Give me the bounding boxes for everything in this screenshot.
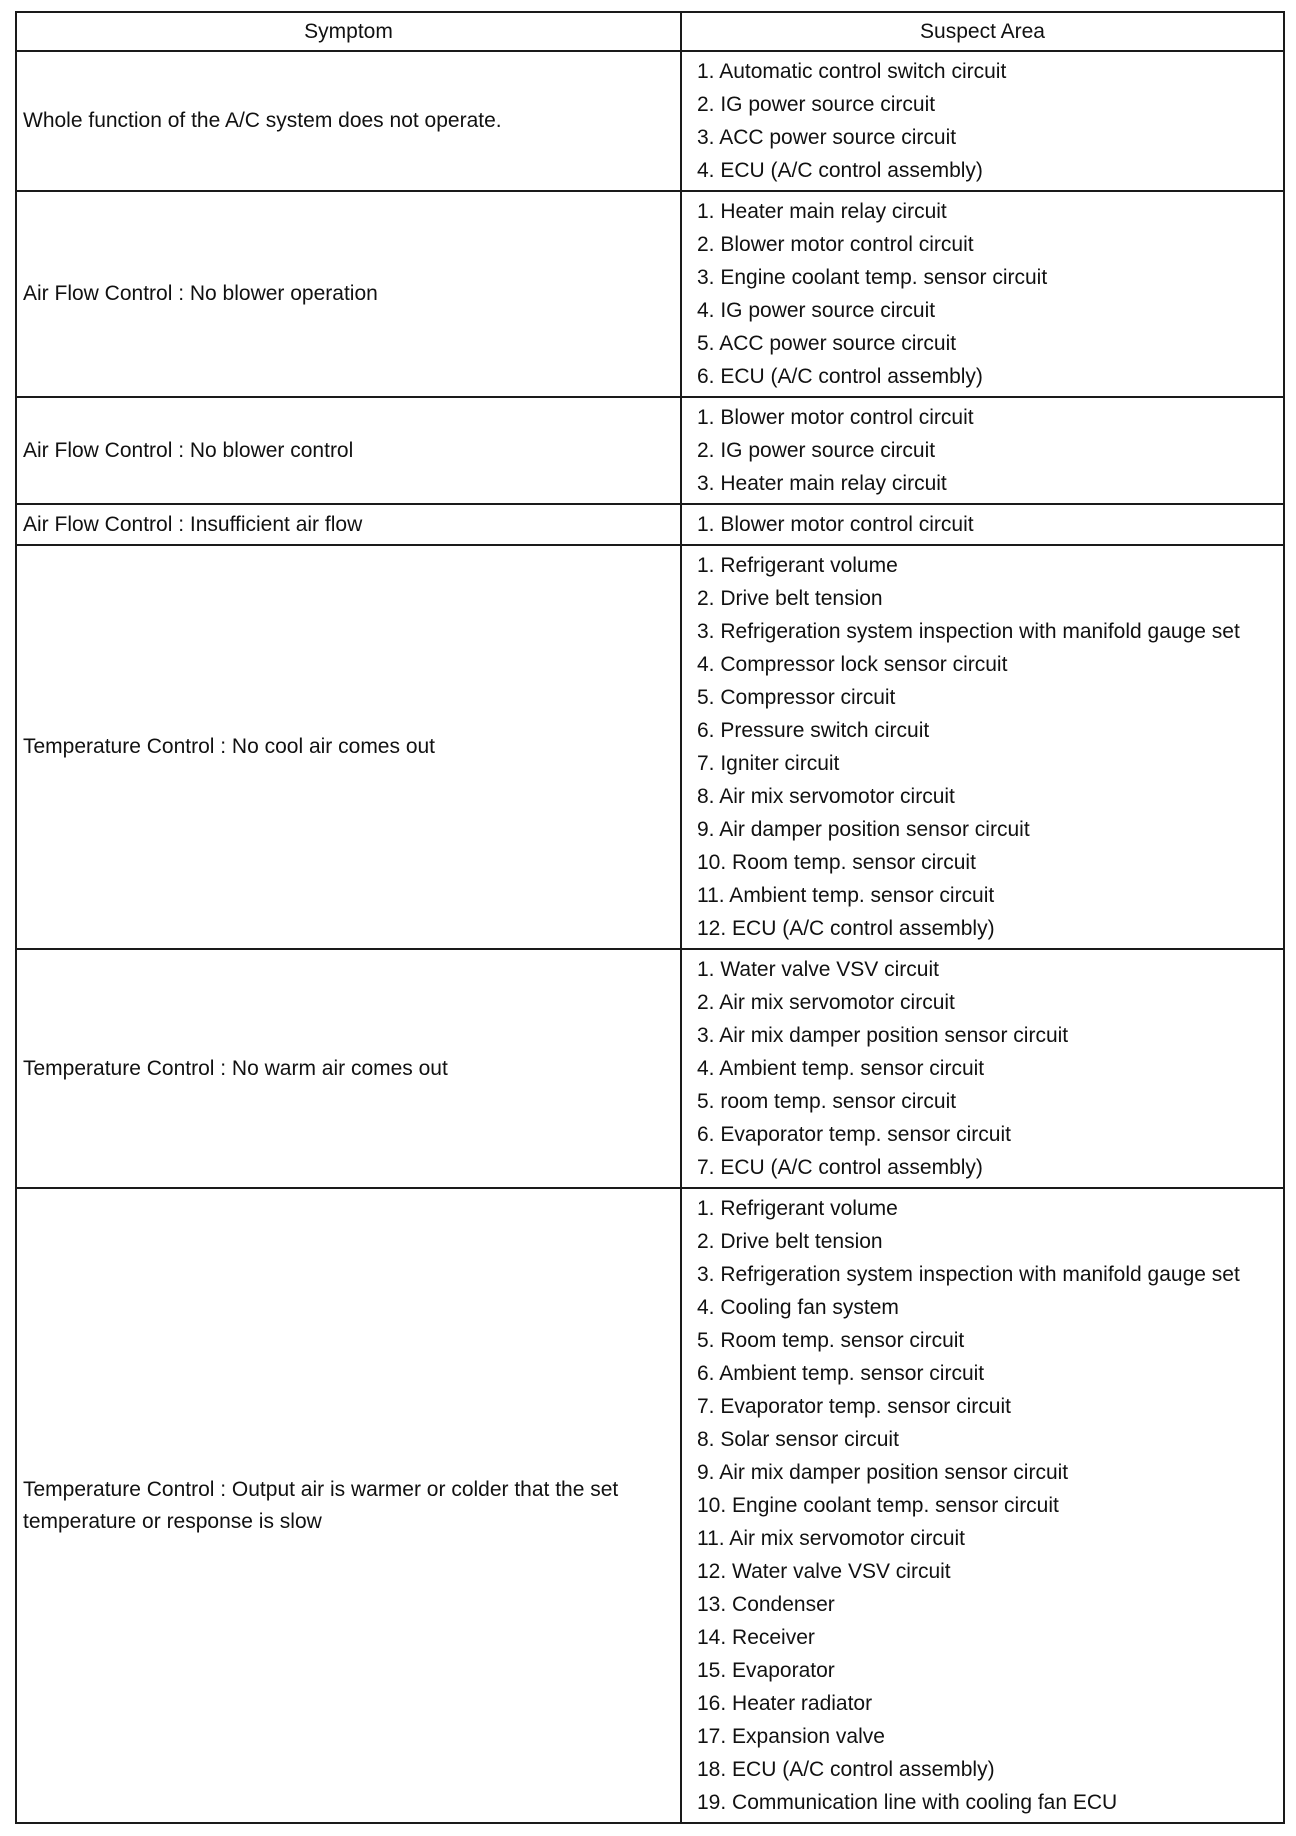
- suspect-area-item: 3. Refrigeration system inspection with manifold gauge set: [697, 620, 1240, 643]
- table-header: [16, 12, 1284, 51]
- suspect-area-item: 4. IG power source circuit: [697, 299, 936, 322]
- suspect-area-cell: [681, 949, 1284, 1188]
- suspect-area-item: 3. ACC power source circuit: [697, 126, 957, 149]
- suspect-area-item: 12. Water valve VSV circuit: [697, 1560, 951, 1583]
- suspect-area-item: 3. Engine coolant temp. sensor circuit: [697, 266, 1048, 289]
- symptom-cell: Temperature Control : No warm air comes out: [16, 949, 681, 1188]
- suspect-area-item: 7. Igniter circuit: [697, 752, 840, 775]
- suspect-area-item: 1. Water valve VSV circuit: [697, 958, 939, 981]
- suspect-area-cell: [681, 191, 1284, 397]
- suspect-area-item: 2. IG power source circuit: [697, 93, 936, 116]
- suspect-area-cell: [681, 51, 1284, 191]
- suspect-area-cell: [681, 504, 1284, 545]
- suspect-area-item: 5. Compressor circuit: [697, 686, 896, 709]
- table-row: [16, 504, 1284, 545]
- suspect-area-item: 7. ECU (A/C control assembly): [697, 1156, 983, 1179]
- suspect-area-item: 2. IG power source circuit: [697, 439, 936, 462]
- table-row: [16, 397, 1284, 504]
- suspect-area-cell: [681, 1188, 1284, 1823]
- suspect-area-item: 8. Solar sensor circuit: [697, 1428, 899, 1451]
- table-row: [16, 51, 1284, 191]
- suspect-area-item: 1. Blower motor control circuit: [697, 406, 974, 429]
- symptom-cell: Temperature Control : No cool air comes out: [16, 545, 681, 949]
- suspect-area-item: 19. Communication line with cooling fan ECU: [697, 1791, 1118, 1814]
- suspect-area-item: 3. Heater main relay circuit: [697, 472, 947, 495]
- suspect-area-item: 11. Ambient temp. sensor circuit: [697, 884, 995, 907]
- suspect-area-item: 1. Refrigerant volume: [697, 1197, 898, 1220]
- table-row: [16, 1188, 1284, 1823]
- suspect-area-item: 4. Compressor lock sensor circuit: [697, 653, 1008, 676]
- suspect-area-item: 4. Cooling fan system: [697, 1296, 899, 1319]
- suspect-area-item: 14. Receiver: [697, 1626, 815, 1649]
- table-body: [16, 51, 1284, 1823]
- suspect-area-item: 8. Air mix servomotor circuit: [697, 785, 955, 808]
- table-row: [16, 545, 1284, 949]
- symptom-cell: Temperature Control : Output air is warmer or colder that the set temperature or response is slow: [16, 1188, 681, 1823]
- troubleshooting-table: [15, 11, 1285, 1824]
- suspect-area-item: 4. ECU (A/C control assembly): [697, 159, 983, 182]
- suspect-area-item: 1. Blower motor control circuit: [697, 513, 974, 536]
- suspect-area-item: 5. Room temp. sensor circuit: [697, 1329, 965, 1352]
- suspect-area-item: 1. Heater main relay circuit: [697, 200, 947, 223]
- header-row: [16, 12, 1284, 51]
- suspect-area-item: 1. Automatic control switch circuit: [697, 60, 1007, 83]
- suspect-area-item: 5. room temp. sensor circuit: [697, 1090, 957, 1113]
- suspect-area-item: 9. Air damper position sensor circuit: [697, 818, 1030, 841]
- suspect-area-item: 18. ECU (A/C control assembly): [697, 1758, 995, 1781]
- suspect-area-item: 3. Refrigeration system inspection with manifold gauge set: [697, 1263, 1240, 1286]
- suspect-area-item: 15. Evaporator: [697, 1659, 835, 1682]
- suspect-area-item: 10. Room temp. sensor circuit: [697, 851, 976, 874]
- suspect-area-item: 3. Air mix damper position sensor circuit: [697, 1024, 1069, 1047]
- suspect-area-item: 7. Evaporator temp. sensor circuit: [697, 1395, 1011, 1418]
- suspect-area-item: 10. Engine coolant temp. sensor circuit: [697, 1494, 1059, 1517]
- suspect-area-item: 2. Blower motor control circuit: [697, 233, 974, 256]
- suspect-area-item: 6. Evaporator temp. sensor circuit: [697, 1123, 1011, 1146]
- table-row: [16, 949, 1284, 1188]
- suspect-area-item: 2. Drive belt tension: [697, 587, 883, 610]
- suspect-area-item: 6. ECU (A/C control assembly): [697, 365, 983, 388]
- suspect-area-item: 17. Expansion valve: [697, 1725, 885, 1748]
- suspect-area-cell: [681, 545, 1284, 949]
- suspect-area-item: 9. Air mix damper position sensor circuit: [697, 1461, 1069, 1484]
- suspect-area-item: 11. Air mix servomotor circuit: [697, 1527, 966, 1550]
- symptom-cell: Air Flow Control : Insufficient air flow: [16, 504, 681, 545]
- suspect-area-cell: [681, 397, 1284, 504]
- suspect-area-column-header: Suspect Area: [681, 12, 1284, 51]
- suspect-area-item: 6. Pressure switch circuit: [697, 719, 930, 742]
- suspect-area-item: 12. ECU (A/C control assembly): [697, 917, 995, 940]
- symptom-column-header: Symptom: [16, 12, 681, 51]
- suspect-area-item: 13. Condenser: [697, 1593, 835, 1616]
- table-row: [16, 191, 1284, 397]
- suspect-area-item: 5. ACC power source circuit: [697, 332, 957, 355]
- suspect-area-item: 1. Refrigerant volume: [697, 554, 898, 577]
- symptom-cell: Air Flow Control : No blower operation: [16, 191, 681, 397]
- symptom-cell: Whole function of the A/C system does not operate.: [16, 51, 681, 191]
- suspect-area-item: 6. Ambient temp. sensor circuit: [697, 1362, 985, 1385]
- suspect-area-item: 2. Drive belt tension: [697, 1230, 883, 1253]
- suspect-area-item: 4. Ambient temp. sensor circuit: [697, 1057, 985, 1080]
- suspect-area-item: 2. Air mix servomotor circuit: [697, 991, 955, 1014]
- symptom-cell: Air Flow Control : No blower control: [16, 397, 681, 504]
- suspect-area-item: 16. Heater radiator: [697, 1692, 873, 1715]
